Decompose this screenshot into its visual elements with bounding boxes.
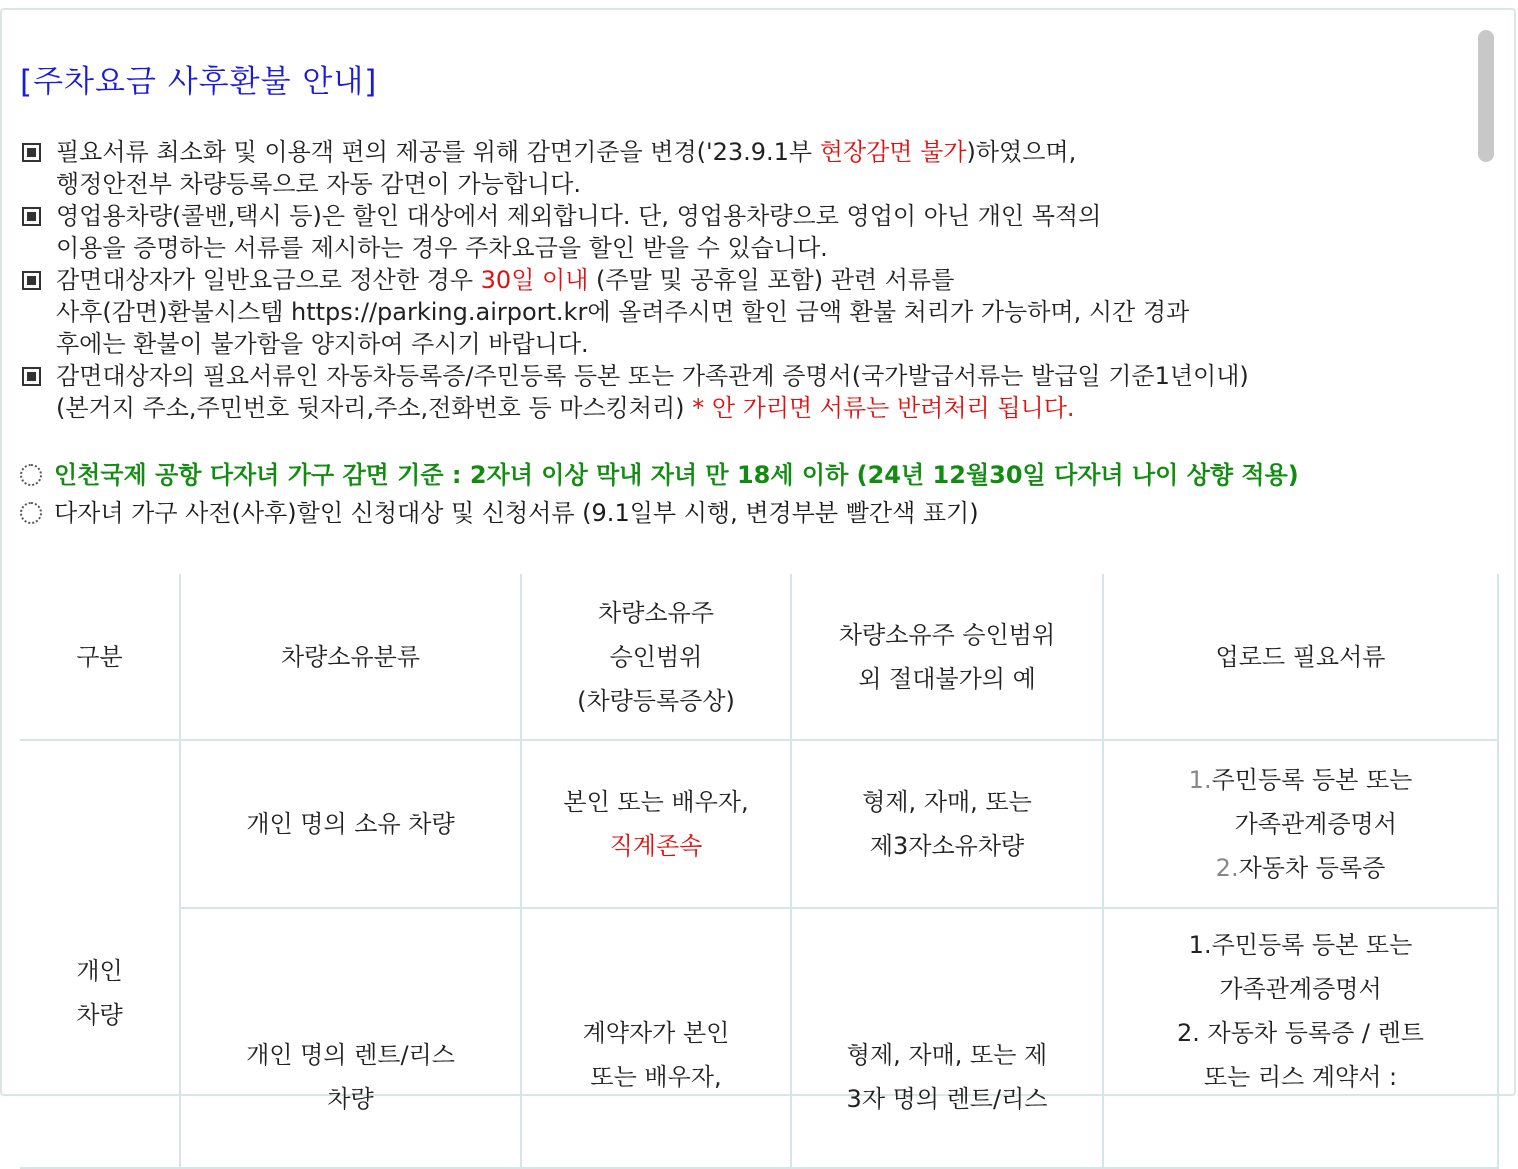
table-header-row <box>20 574 1498 740</box>
category-cell <box>180 740 521 908</box>
square-bullet-icon <box>20 264 56 360</box>
docs-line <box>1110 846 1491 890</box>
header-line: 차량소유주 승인범위 <box>838 620 1056 649</box>
notice-line <box>56 328 1500 360</box>
docs-segment: 1. <box>1188 766 1212 794</box>
docs-line <box>1110 967 1491 1011</box>
dotted-circle-icon <box>20 464 42 486</box>
docs-segment: 가족관계증명서 <box>1219 975 1382 1003</box>
table-row <box>20 908 1498 1168</box>
group-label-line: 개인 <box>76 957 123 985</box>
scope-line: 본인 또는 배우자, <box>563 788 749 816</box>
notice-line <box>56 296 1500 328</box>
docs-segment: 1.주민등록 등본 또는 <box>1188 931 1413 959</box>
square-bullet-icon <box>20 200 56 264</box>
notice-line <box>56 360 1500 392</box>
header-line: 차량소유분류 <box>280 642 421 671</box>
docs-line <box>1110 802 1491 846</box>
docs-line <box>1110 758 1491 802</box>
notice-text-segment: 이용을 증명하는 서류를 제시하는 경우 주차요금을 할인 받을 수 있습니다. <box>56 234 828 262</box>
category-line: 차량 <box>327 1085 374 1113</box>
docs-line <box>1110 1055 1491 1099</box>
excluded-cell <box>791 740 1103 908</box>
notice-text-segment: 필요서류 최소화 및 이용객 편의 제공를 위해 감면기준을 변경('23.9.1부 <box>56 138 820 166</box>
notice-text <box>56 264 1500 360</box>
header-line: 승인범위 <box>609 642 703 671</box>
docs-segment: 자동차 등록증 <box>1238 854 1386 882</box>
table-header-cell <box>1103 574 1498 740</box>
scope-cell <box>521 740 791 908</box>
criteria-line <box>20 456 1500 494</box>
square-bullet-icon <box>20 136 56 200</box>
group-label-cell <box>20 740 180 1168</box>
notice-line <box>56 392 1500 424</box>
docs-segment: 가족관계증명서 <box>1204 810 1397 838</box>
scope-line: 또는 배우자, <box>590 1063 722 1091</box>
notice-list <box>20 136 1500 424</box>
notice-line <box>56 232 1500 264</box>
notice-text-highlight: 현장감면 불가 <box>819 138 967 166</box>
header-line: 외 절대불가의 예 <box>858 664 1036 693</box>
table-header-cell <box>791 574 1103 740</box>
docs-cell <box>1103 740 1498 908</box>
notice-item <box>20 264 1500 360</box>
notice-text-segment: )하였으며, <box>966 138 1077 166</box>
refund-table <box>20 574 1499 1169</box>
content-frame <box>0 8 1516 1113</box>
docs-segment: 주민등록 등본 또는 <box>1211 766 1413 794</box>
category-line: 개인 명의 소유 차량 <box>246 810 455 838</box>
excluded-line: 형제, 자매, 또는 제 <box>846 1041 1048 1069</box>
docs-segment: 2. 자동차 등록증 / 렌트 <box>1177 1019 1424 1047</box>
notice-text <box>56 136 1500 200</box>
criteria-line <box>20 494 1500 532</box>
notice-line <box>56 264 1500 296</box>
square-bullet-icon <box>20 360 56 424</box>
excluded-line: 3자 명의 렌트/리스 <box>846 1085 1048 1113</box>
notice-text-segment: 행정안전부 차량등록으로 자동 감면이 가능합니다. <box>56 170 582 198</box>
notice-line <box>56 168 1500 200</box>
notice-item <box>20 136 1500 200</box>
excluded-cell <box>791 908 1103 1168</box>
dotted-circle-icon <box>20 502 42 524</box>
notice-text-segment: 감면대상자가 일반요금으로 정산한 경우 <box>56 266 481 294</box>
header-line: 업로드 필요서류 <box>1215 642 1386 671</box>
notice-text <box>56 200 1500 264</box>
table-header-cell <box>20 574 180 740</box>
page-title: [주차요금 사후환불 안내] <box>20 64 378 100</box>
group-label-line: 차량 <box>76 1001 123 1029</box>
header-line: 구분 <box>76 642 123 671</box>
notice-text-segment: 사후(감면)환불시스템 https://parking.airport.kr에 올려주시면 할인 금액 환불 처리가 가능하며, 시간 경과 <box>56 298 1190 326</box>
notice-item <box>20 200 1500 264</box>
header-line: 차량소유주 <box>598 598 714 627</box>
notice-text-highlight: * 안 가리면 서류는 반려처리 됩니다. <box>692 394 1075 422</box>
notice-item <box>20 360 1500 424</box>
scope-cell <box>521 908 791 1168</box>
notice-line <box>56 200 1500 232</box>
scope-line: 계약자가 본인 <box>582 1019 730 1047</box>
category-cell <box>180 908 521 1168</box>
criteria-text: 인천국제 공항 다자녀 가구 감면 기준 : 2자녀 이상 막내 자녀 만 18세 이하 (24년 12월30일 다자녀 나이 상향 적용) <box>54 461 1299 489</box>
category-line: 개인 명의 렌트/리스 <box>246 1041 455 1069</box>
docs-line <box>1110 1011 1491 1055</box>
notice-text-segment: 후에는 환불이 불가함을 양지하여 주시기 바랍니다. <box>56 330 589 358</box>
table-header-cell <box>521 574 791 740</box>
docs-cell <box>1103 908 1498 1168</box>
notice-text-highlight: 30일 이내 <box>480 266 589 294</box>
docs-line <box>1110 923 1491 967</box>
notice-text-segment: (주말 및 공휴일 포함) 관련 서류를 <box>588 266 955 294</box>
header-line: (차량등록증상) <box>577 686 735 715</box>
docs-segment: 또는 리스 계약서 : <box>1203 1063 1398 1091</box>
scope-highlight: 직계존속 <box>609 832 703 860</box>
criteria-text: 다자녀 가구 사전(사후)할인 신청대상 및 신청서류 (9.1일부 시행, 변경부분 빨간색 표기) <box>54 499 979 527</box>
circle-line-list <box>20 456 1500 532</box>
excluded-line: 제3자소유차량 <box>869 832 1025 860</box>
notice-text <box>56 360 1500 424</box>
table-row <box>20 740 1498 908</box>
notice-line <box>56 136 1500 168</box>
notice-content <box>20 62 1500 1113</box>
notice-text-segment: (본거지 주소,주민번호 뒷자리,주소,전화번호 등 마스킹처리) <box>56 394 693 422</box>
docs-segment: 2. <box>1215 854 1239 882</box>
table-header-cell <box>180 574 521 740</box>
notice-text-segment: 영업용차량(콜밴,택시 등)은 할인 대상에서 제외합니다. 단, 영업용차량으로 영업이 아닌 개인 목적의 <box>56 202 1102 230</box>
excluded-line: 형제, 자매, 또는 <box>862 788 1032 816</box>
notice-text-segment: 감면대상자의 필요서류인 자동차등록증/주민등록 등본 또는 가족관계 증명서(국가발급서류는 발급일 기준1년이내) <box>56 362 1249 390</box>
